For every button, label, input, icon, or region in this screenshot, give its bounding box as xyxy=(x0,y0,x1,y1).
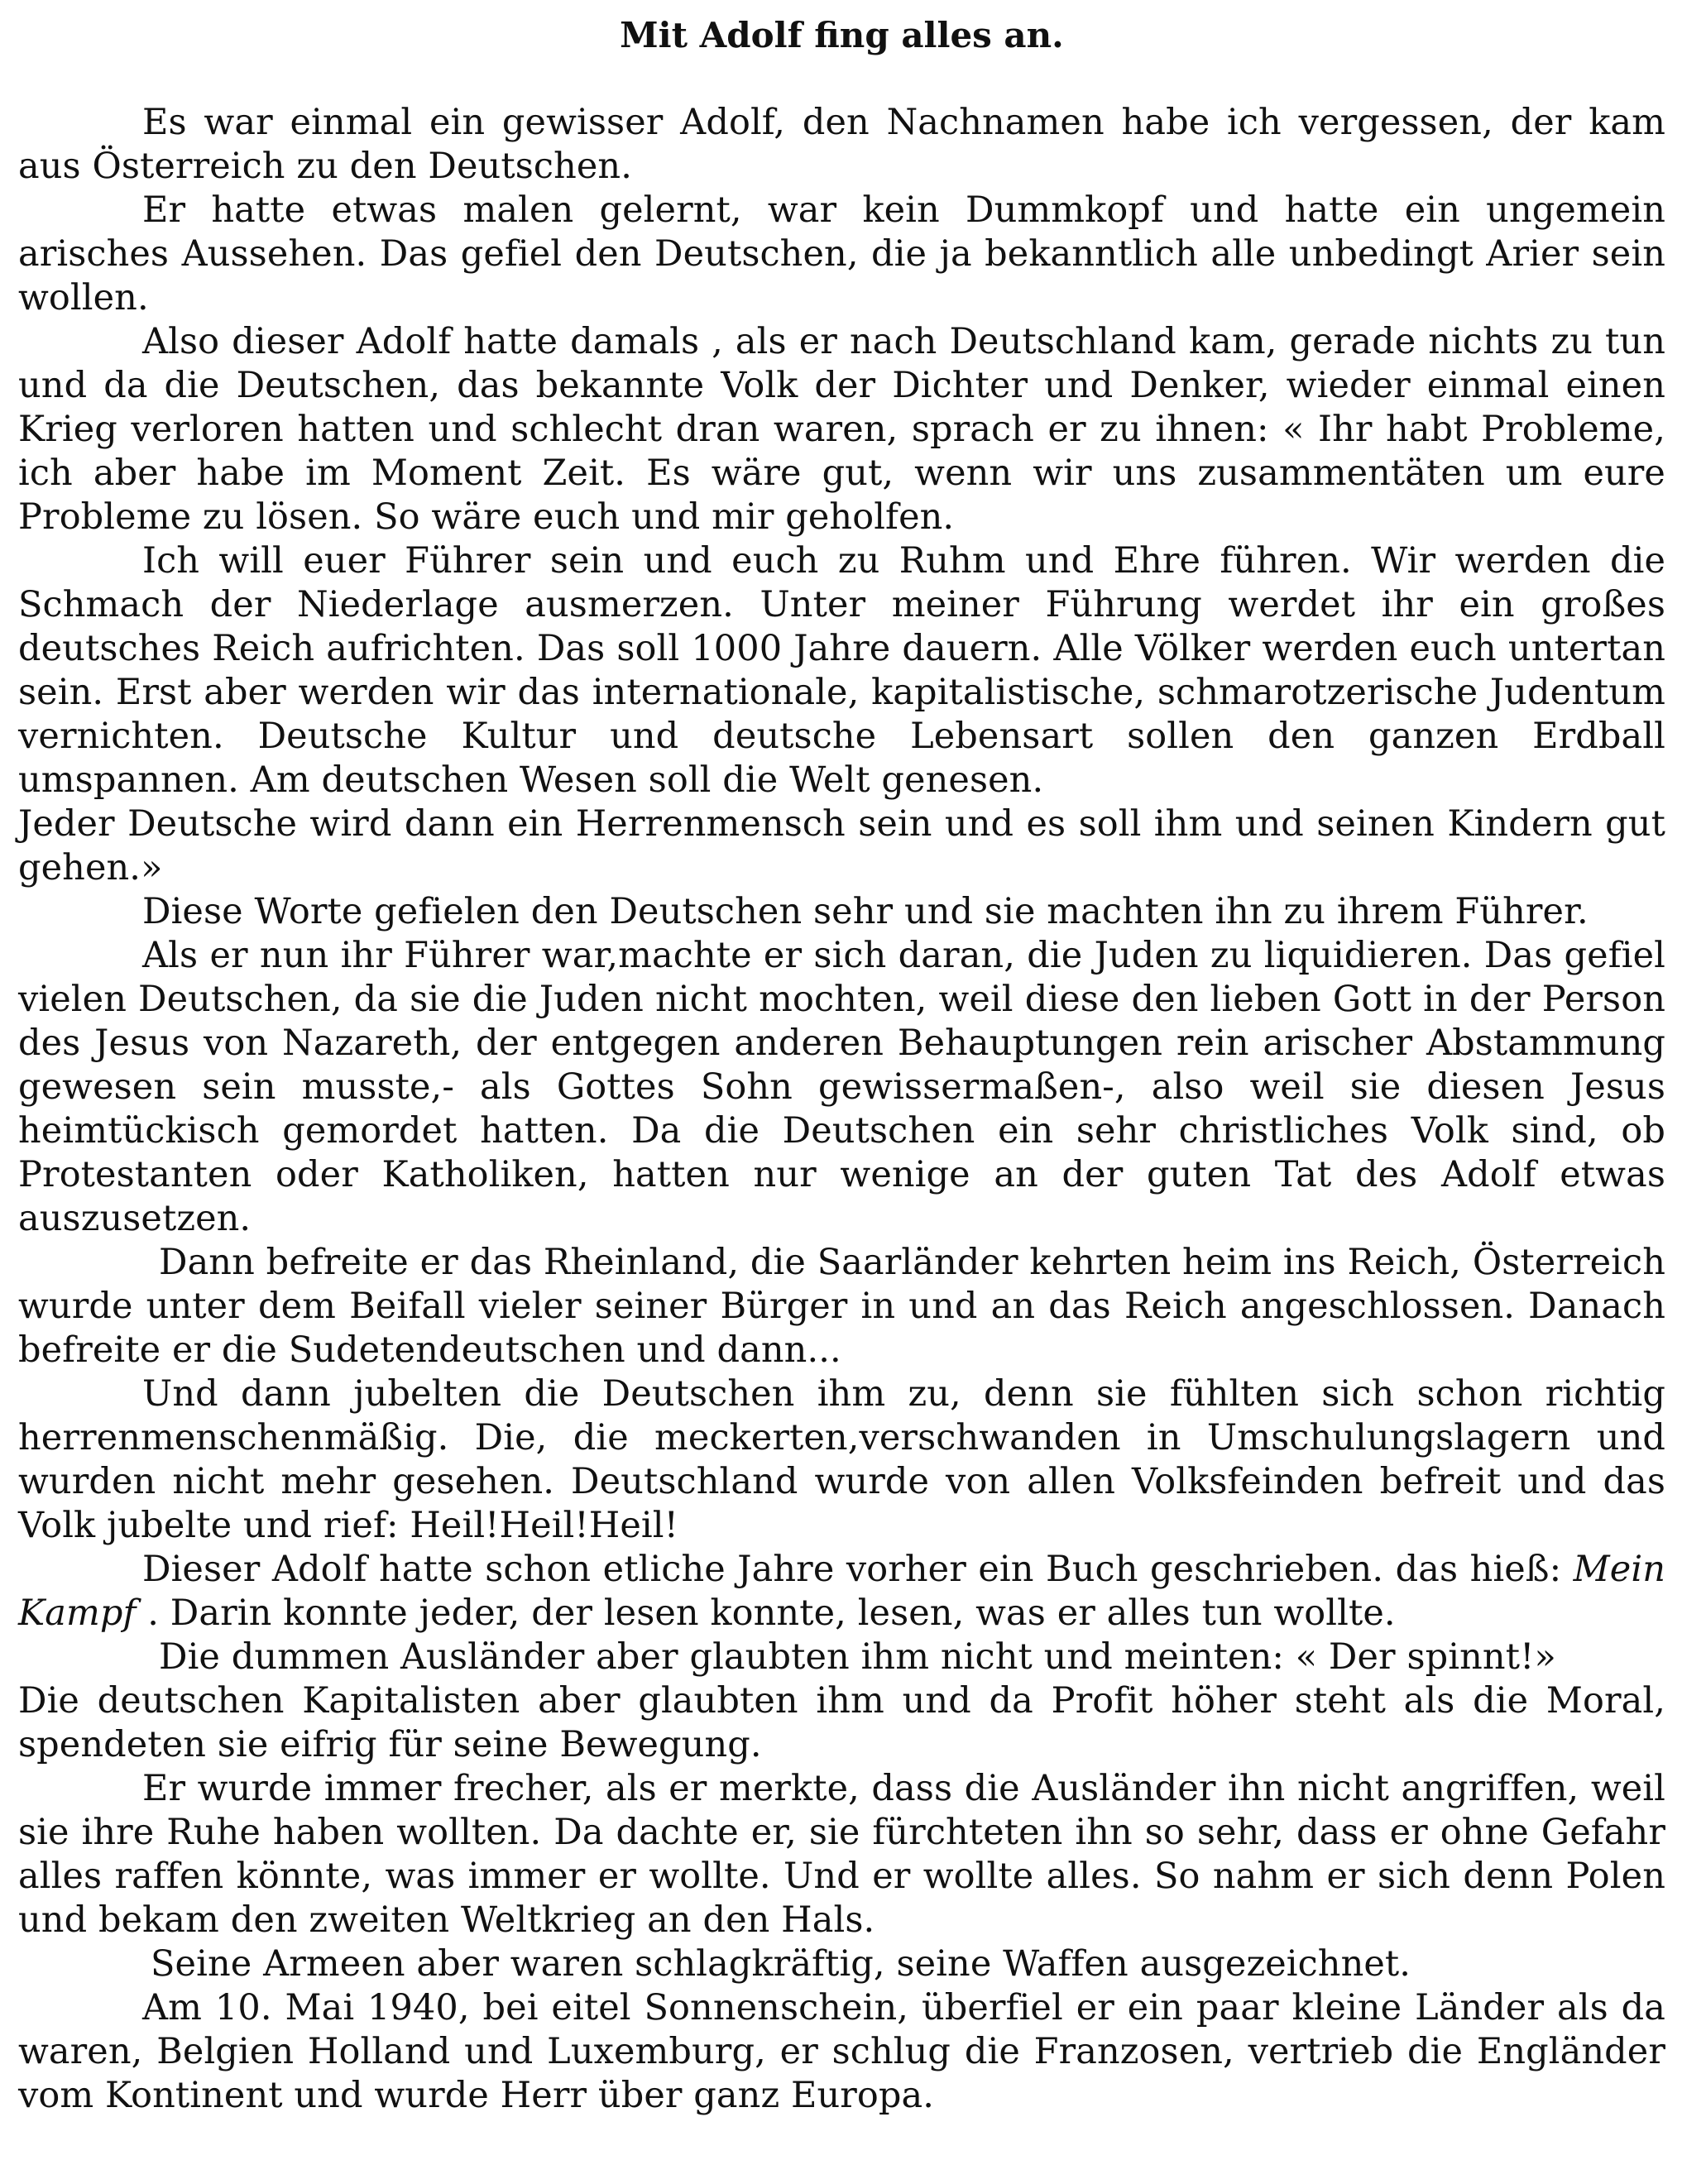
paragraph-5: Jeder Deutsche wird dann ein Herrenmensch sein und es soll ihm und seinen Kindern gut gehen.» xyxy=(18,803,1665,888)
paragraph-15: Am 10. Mai 1940, bei eitel Sonnenschein, überfiel er ein paar kleine Länder als da waren, Belgien Holland und Luxemburg, er schlug die Franzosen, vertrieb die Engländer vom Kontinent und wurde Herr über ganz Europa. xyxy=(18,1987,1665,2116)
paragraph-4: Ich will euer Führer sein und euch zu Ruhm und Ehre führen. Wir werden die Schmach der Niederlage ausmerzen. Unter meiner Führung werdet ihr ein großes deutsches Reich aufrichten. Das soll 1000 Jahre dauern. Alle Völker werden euch untertan sein. Erst aber werden wir das internationale, kapitalistische, schmarotzerische Judentum vernichten. Deutsche Kultur und deutsche Lebensart sollen den ganzen Erdball umspannen. Am deutschen Wesen soll die Welt genesen. xyxy=(18,540,1665,801)
paragraph-10 xyxy=(18,1548,1665,1636)
paragraph-11: Die dummen Ausländer aber glaubten ihm nicht und meinten: « Der spinnt!» xyxy=(159,1636,1556,1678)
paragraph-8: Dann befreite er das Rheinland, die Saarländer kehrten heim ins Reich, Österreich wurde unter dem Beifall vieler seiner Bürger in und an das Reich angeschlossen. Danach befreite er die Sudetendeutschen und dann... xyxy=(18,1242,1665,1371)
book-title: Mein Kampf xyxy=(18,1549,1665,1634)
paragraph-6: Diese Worte gefielen den Deutschen sehr und sie machten ihn zu ihrem Führer. xyxy=(142,891,1589,932)
document-body xyxy=(18,101,1665,2118)
paragraph-12: Die deutschen Kapitalisten aber glaubten ihm und da Profit höher steht als die Moral, spendeten sie eifrig für seine Bewegung. xyxy=(18,1680,1665,1765)
paragraph-13: Er wurde immer frecher, als er merkte, dass die Ausländer ihn nicht angriffen, weil sie ihre Ruhe haben wollten. Da dachte er, sie fürchteten ihn so sehr, dass er ohne Gefahr alles raffen könnte, was immer er wollte. Und er wollte alles. So nahm er sich denn Polen und bekam den zweiten Weltkrieg an den Hals. xyxy=(18,1768,1665,1941)
paragraph-7: Als er nun ihr Führer war,machte er sich daran, die Juden zu liquidieren. Das gefiel vielen Deutschen, da sie die Juden nicht mochten, weil diese den lieben Gott in der Person des Jesus von Nazareth, der entgegen anderen Behauptungen rein arischer Abstammung gewesen sein musste,- als Gottes Sohn gewissermaßen-, also weil sie diesen Jesus heimtückisch gemordet hatten. Da die Deutschen ein sehr christliches Volk sind, ob Protestanten oder Katholiken, hatten nur wenige an der guten Tat des Adolf etwas auszusetzen. xyxy=(18,935,1665,1239)
paragraph-10-after: . Darin konnte jeder, der lesen konnte, lesen, was er alles tun wollte. xyxy=(136,1592,1396,1634)
document-title: Mit Adolf fing alles an. xyxy=(620,15,1064,55)
paragraph-3: Also dieser Adolf hatte damals , als er nach Deutschland kam, gerade nichts zu tun und da die Deutschen, das bekannte Volk der Dichter und Denker, wieder einmal einen Krieg verloren hatten und schlecht dran waren, sprach er zu ihnen: « Ihr habt Probleme, ich aber habe im Moment Zeit. Es wäre gut, wenn wir uns zusammentäten um eure Probleme zu lösen. So wäre euch und mir geholfen. xyxy=(18,321,1665,538)
paragraph-2: Er hatte etwas malen gelernt, war kein Dummkopf und hatte ein ungemein arisches Aussehen. Das gefiel den Deutschen, die ja bekanntlich alle unbedingt Arier sein wollen. xyxy=(18,189,1665,318)
paragraph-10-before: Dieser Adolf hatte schon etliche Jahre vorher ein Buch geschrieben. das hieß: xyxy=(142,1549,1574,1590)
paragraph-14: Seine Armeen aber waren schlagkräftig, seine Waffen ausgezeichnet. xyxy=(151,1943,1411,1985)
paragraph-9: Und dann jubelten die Deutschen ihm zu, denn sie fühlten sich schon richtig herrenmenschenmäßig. Die, die meckerten,verschwanden in Umschulungslagern und wurden nicht mehr gesehen. Deutschland wurde von allen Volksfeinden befreit und das Volk jubelte und rief: Heil!Heil!Heil! xyxy=(18,1373,1665,1546)
paragraph-1: Es war einmal ein gewisser Adolf, den Nachnamen habe ich vergessen, der kam aus Österreich zu den Deutschen. xyxy=(18,102,1665,187)
